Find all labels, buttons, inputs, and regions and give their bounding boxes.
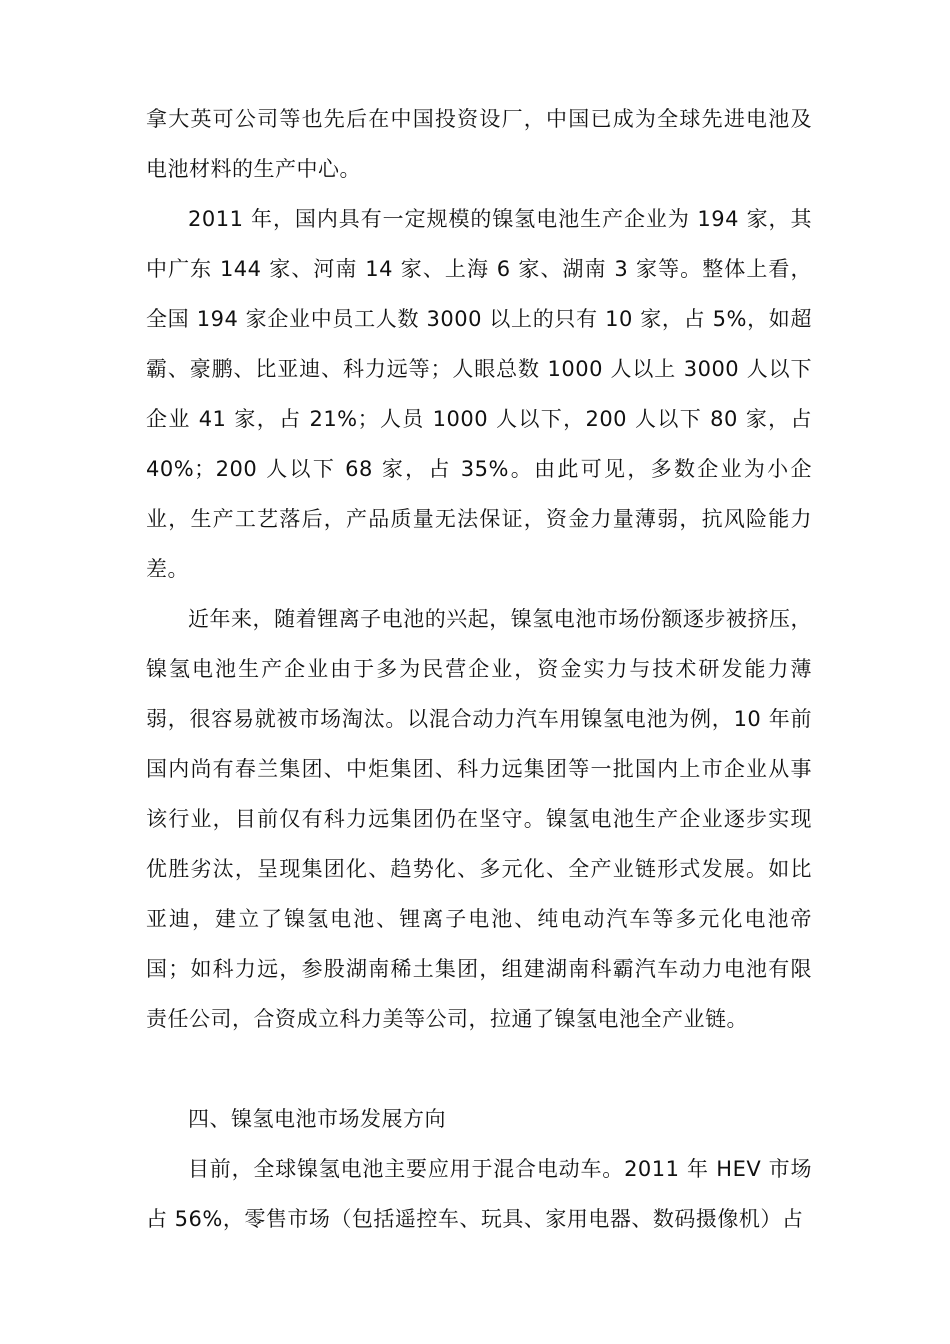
document-page [146, 94, 812, 1244]
paragraph-continuation: 拿大英可公司等也先后在中国投资设厂，中国已成为全球先进电池及电池材料的生产中心。 [146, 107, 812, 181]
paragraph-enterprise-stats: 2011 年，国内具有一定规模的镍氢电池生产企业为 194 家，其中广东 144 家、河南 14 家、上海 6 家、湖南 3 家等。整体上看，全国 194 家企业中员工人数 3000 以上的只有 10 家，占 5%，如超霸、豪鹏、比亚迪、科力远等；人眼总数 1000 人以上 3000 人以下企业 41 家，占 21%；人员 1000 人以下，200 人以下 80 家，占 40%；200 人以下 68 家，占 35%。由此可见，多数企业为小企业，生产工艺落后，产品质量无法保证，资金力量薄弱，抗风险能力差。 [146, 207, 812, 581]
paragraph-industry-trend: 近年来，随着锂离子电池的兴起，镍氢电池市场份额逐步被挤压，镍氢电池生产企业由于多为民营企业，资金实力与技术研发能力薄弱，很容易就被市场淘汰。以混合动力汽车用镍氢电池为例，10 年前国内尚有春兰集团、中炬集团、科力远集团等一批国内上市企业从事该行业，目前仅有科力远集团仍在坚守。镍氢电池生产企业逐步实现优胜劣汰，呈现集团化、趋势化、多元化、全产业链形式发展。如比亚迪，建立了镍氢电池、锂离子电池、纯电动汽车等多元化电池帝国；如科力远，参股湖南稀土集团，组建湖南科霸汽车动力电池有限责任公司，合资成立科力美等公司，拉通了镍氢电池全产业链。 [146, 607, 812, 1031]
paragraph-market-direction: 目前，全球镍氢电池主要应用于混合电动车。2011 年 HEV 市场占 56%，零售市场（包括遥控车、玩具、家用电器、数码摄像机）占 [146, 1157, 812, 1231]
section-heading: 四、镍氢电池市场发展方向 [188, 1107, 446, 1131]
